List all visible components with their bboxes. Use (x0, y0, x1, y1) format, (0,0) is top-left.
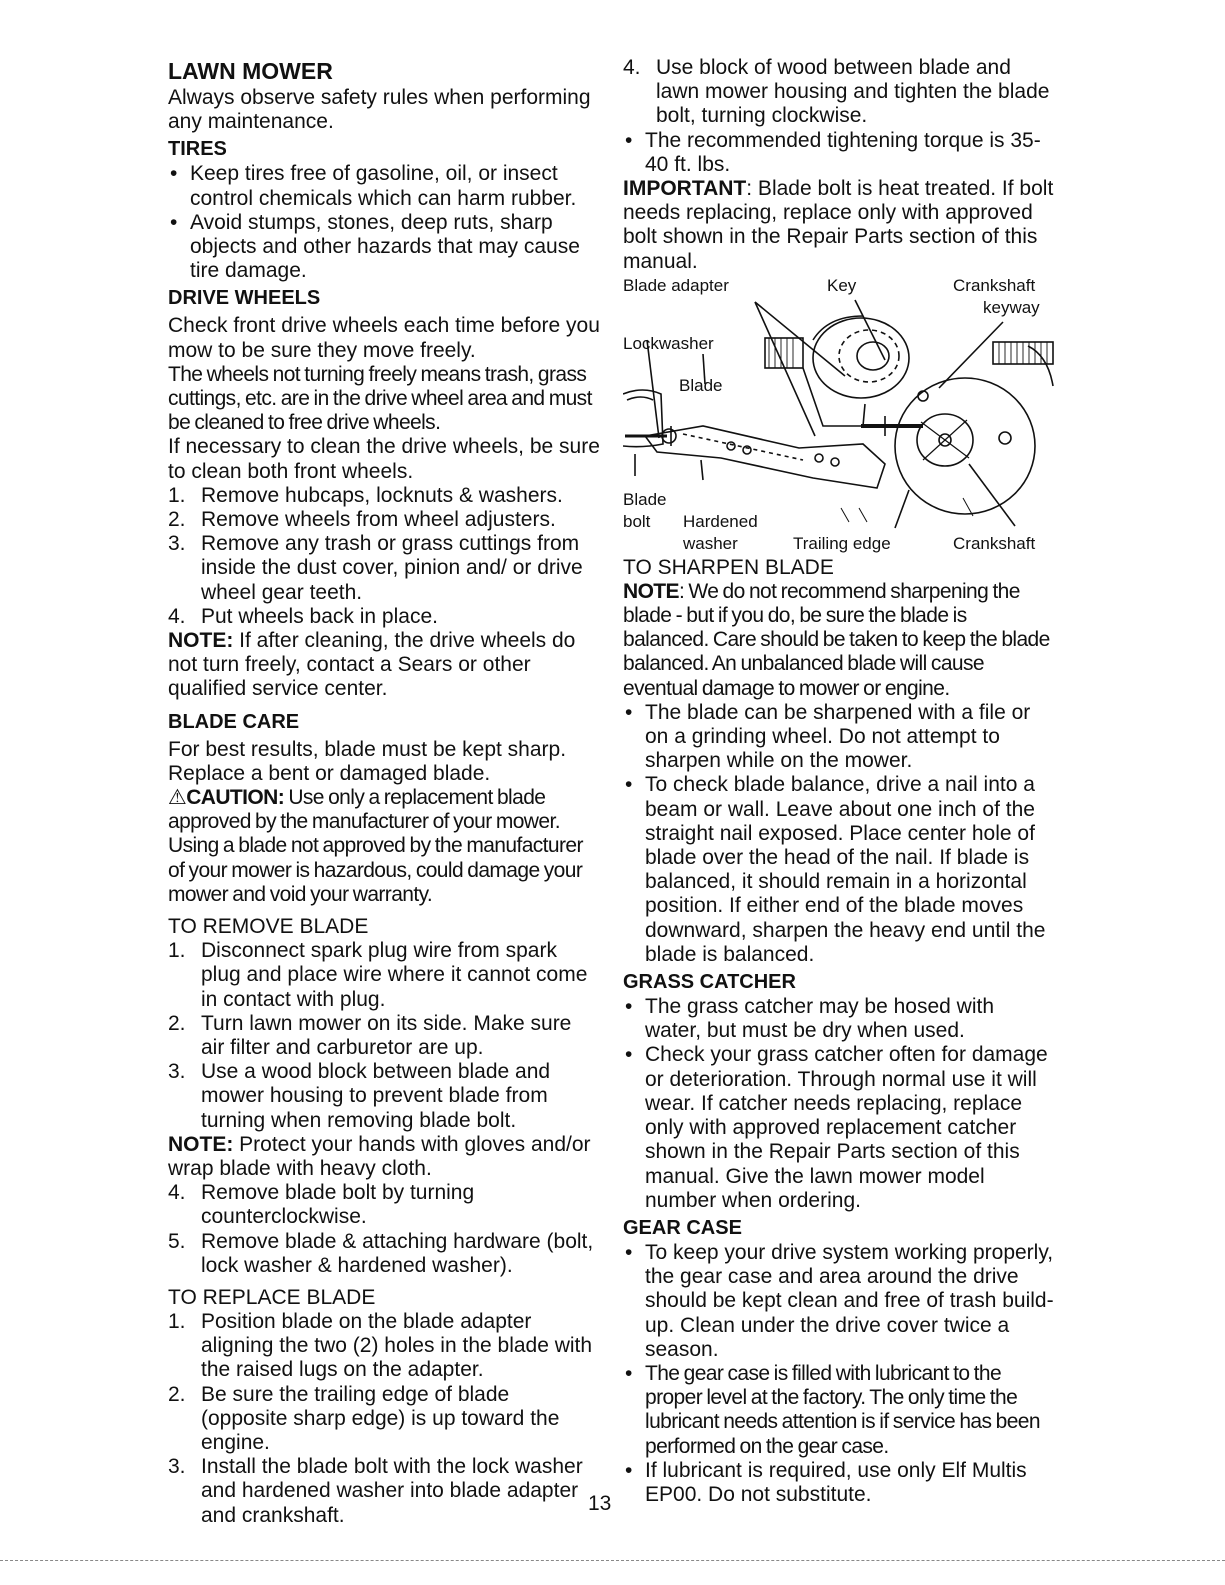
heading-remove-blade: TO REMOVE BLADE (168, 915, 369, 939)
list-item: 2. Turn lawn mower on its side. Make sure air filter and carburetor are up. (168, 1011, 572, 1059)
list-item: • Check your grass catcher often for damage or deterioration. Through normal use it will wear. If catcher needs replacing, replace only with approved replacement catcher shown in the Repair Parts section of this manual. Give the lawn mower model number when ordering. (625, 1043, 1048, 1212)
remove-blade-steps (168, 939, 600, 1133)
label-blade-adapter: Blade adapter (623, 275, 729, 295)
blade-care-para: For best results, blade must be kept sharp. Replace a bent or damaged blade. (168, 737, 567, 785)
list-item: • Keep tires free of gasoline, oil, or insect control chemicals which can harm rubber. (170, 162, 577, 210)
list-item: • The recommended tightening torque is 35-40 ft. lbs. (625, 128, 1041, 176)
bullet-icon: • (625, 1458, 633, 1482)
heading-drive-wheels: DRIVE WHEELS (168, 287, 321, 310)
list-item: • The blade can be sharpened with a file or on a grinding wheel. Do not attempt to sharpen while on the mower. (625, 700, 1031, 773)
list-item: 3. Remove any trash or grass cuttings from inside the dust cover, pinion and/ or drive wheel gear teeth. (168, 532, 583, 604)
heading-sharpen-blade: TO SHARPEN BLADE (623, 555, 834, 579)
intro-text: Always observe safety rules when performing any maintenance. (168, 86, 591, 134)
list-item: 2. Be sure the trailing edge of blade (opposite sharp edge) is up toward the engine. (168, 1382, 560, 1454)
list-item: • The grass catcher may be hosed with water, but must be dry when used. (625, 995, 995, 1043)
heading-blade-care: BLADE CARE (168, 710, 300, 733)
drive-wheels-para: Check front drive wheels each time before you mow to be sure they move freely. (168, 314, 600, 362)
list-item: 4. Put wheels back in place. (168, 604, 438, 628)
label-crankshaft: Crankshaft (953, 533, 1036, 553)
page-divider (0, 1560, 1225, 1561)
remove-blade-steps-continued (168, 1181, 600, 1278)
list-item: 4. Use block of wood between blade and lawn mower housing and tighten the blade bolt, turning clockwise. (623, 56, 1050, 128)
label-crankshaft-keyway-2: keyway (983, 297, 1040, 317)
drive-wheels-para: If necessary to clean the drive wheels, be sure to clean both front wheels. (168, 435, 600, 483)
list-item: 3. Install the blade bolt with the lock washer and hardened washer into blade adapter and crankshaft. (168, 1455, 583, 1527)
label-key: Key (827, 275, 857, 295)
torque-list (623, 129, 1055, 177)
warning-triangle-icon: ⚠ (168, 786, 187, 810)
bullet-icon: • (170, 210, 178, 234)
bullet-icon: • (625, 1043, 633, 1067)
section-title-lawn-mower: LAWN MOWER (168, 58, 333, 84)
list-item: 3. Use a wood block between blade and mower housing to prevent blade from turning when removing blade bolt. (168, 1060, 551, 1132)
heading-gear-case: GEAR CASE (623, 1216, 742, 1239)
drive-wheels-para: The wheels not turning freely means trash, grass cuttings, etc. are in the drive wheel area and must be cleaned to free drive wheels. (168, 362, 592, 435)
list-item: • The gear case is filled with lubricant to the proper level at the factory. The only time the lubricant needs attention is if service has been performed on the gear case. (625, 1361, 1040, 1458)
important-note: IMPORTANT: Blade bolt is heat treated. If bolt needs replacing, replace only with approved bolt shown in the Repair Parts section of this manual. (623, 177, 1054, 273)
heading-replace-blade: TO REPLACE BLADE (168, 1285, 376, 1309)
list-item: • Avoid stumps, stones, deep ruts, sharp objects and other hazards that may cause tire damage. (170, 210, 580, 283)
list-item: 5. Remove blade & attaching hardware (bolt, lock washer & hardened washer). (168, 1229, 594, 1277)
label-crankshaft-keyway: Crankshaft (953, 275, 1036, 295)
right-column (623, 56, 1055, 1507)
label-trailing-edge: Trailing edge (793, 533, 891, 553)
bullet-icon: • (170, 162, 178, 186)
label-blade-bolt-2: bolt (623, 511, 651, 531)
list-item: • If lubricant is required, use only Elf Multis EP00. Do not substitute. (625, 1458, 1027, 1506)
page-number: 13 (588, 1492, 612, 1515)
install-steps-continued (623, 56, 1055, 129)
drive-wheels-note: NOTE: If after cleaning, the drive wheels do not turn freely, contact a Sears or other qualified service center. (168, 629, 576, 701)
remove-blade-note: NOTE: Protect your hands with gloves and/or wrap blade with heavy cloth. (168, 1132, 591, 1180)
label-blade-bolt: Blade (623, 489, 667, 509)
bullet-icon: • (625, 1240, 633, 1264)
bullet-icon: • (625, 128, 633, 152)
drive-wheels-steps (168, 484, 600, 629)
label-hardened-washer-2: washer (683, 533, 738, 553)
tires-list (168, 162, 600, 283)
list-item: 1. Disconnect spark plug wire from spark plug and place wire where it cannot come in contact with plug. (168, 939, 588, 1011)
gear-case-list (623, 1241, 1055, 1507)
grass-catcher-list (623, 995, 1055, 1213)
list-item: 1. Position blade on the blade adapter aligning the two (2) holes in the blade with the raised lugs on the adapter. (168, 1309, 593, 1382)
bullet-icon: • (625, 773, 633, 797)
list-item: 4. Remove blade bolt by turning counterclockwise. (168, 1181, 475, 1229)
list-item: • To check blade balance, drive a nail into a beam or wall. Leave about one inch of the straight nail exposed. Place center hole of blade over the head of the nail. If blade is balanced, it should remain in a horizontal position. If either end of the blade moves downward, sharpen the heavy end until the blade is balanced. (625, 773, 1046, 966)
replace-blade-steps (168, 1310, 600, 1528)
label-blade: Blade (679, 375, 723, 395)
sharpen-list (623, 701, 1055, 967)
label-hardened-washer: Hardened (683, 511, 758, 531)
label-lockwasher: Lockwasher (623, 333, 714, 353)
blade-assembly-diagram (623, 276, 1055, 556)
caution-para: ⚠CAUTION: Use only a replacement blade approved by the manufacturer of your mower. Using a blade not approved by the manufacturer of your mower is hazardous, could damage your mower and void your warranty. (168, 786, 583, 906)
list-item: • To keep your drive system working properly, the gear case and area around the drive should be kept clean and free of trash build-up. Clean under the drive cover twice a season. (625, 1240, 1054, 1361)
heading-grass-catcher: GRASS CATCHER (623, 971, 796, 994)
left-column (168, 56, 600, 1528)
list-item: 1. Remove hubcaps, locknuts & washers. (168, 483, 563, 507)
list-item: 2. Remove wheels from wheel adjusters. (168, 508, 556, 532)
bullet-icon: • (625, 1361, 632, 1385)
sharpen-note: NOTE: We do not recommend sharpening the blade - but if you do, be sure the blade is balanced. Care should be taken to keep the blade balanced. An unbalanced blade will cause eventual damage to mower or engine. (623, 579, 1050, 700)
heading-tires: TIRES (168, 138, 227, 161)
bullet-icon: • (625, 995, 633, 1019)
bullet-icon: • (625, 700, 633, 724)
